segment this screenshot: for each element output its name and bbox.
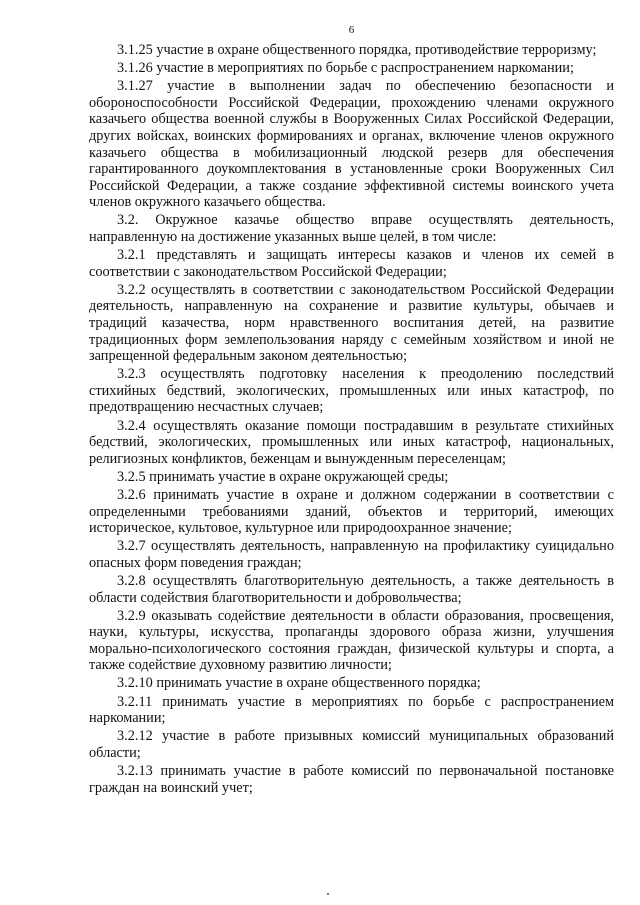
paragraph-3-2-5: 3.2.5 принимать участие в охране окружающей среды; xyxy=(117,468,449,485)
paragraph-3-2-12: 3.2.12 участие в работе призывных комиссий муниципальных образований области; xyxy=(89,728,614,761)
paragraph-3-2-10: 3.2.10 принимать участие в охране общественного порядка; xyxy=(117,675,481,692)
paragraph-3-2-8: 3.2.8 осуществлять благотворительную деятельность, а также деятельность в области содействия благотворительности и добровольчества; xyxy=(89,572,614,606)
paragraph-3-2: 3.2. Окружное казачье общество вправе осуществлять деятельность, направленную на достижение указанных выше целей, в том числе: xyxy=(89,212,614,246)
paragraph-3-2-6: 3.2.6 принимать участие в охране и должном содержании в соответствии с определенными требованиями зданий, объектов и территорий, имеющих историческое, культовое, культурное или природоохранное значение; xyxy=(89,486,614,537)
paragraph-3-2-1: 3.2.1 представлять и защищать интересы казаков и членов их семей в соответствии с законодательством Российской Федерации; xyxy=(89,247,614,280)
paragraph-3-2-11: 3.2.11 принимать участие в мероприятиях по борьбе с распространением наркомании; xyxy=(89,693,614,727)
scan-speck xyxy=(327,893,329,895)
paragraph-3-2-7: 3.2.7 осуществлять деятельность, направленную на профилактику суицидально опасных форм поведения граждан; xyxy=(89,538,614,571)
paragraph-3-2-4: 3.2.4 осуществлять оказание помощи пострадавшим в результате стихийных бедствий, экологических, промышленных или иных катастроф, национальных, религиозных конфликтов, беженцам и вынужденным переселенцам; xyxy=(89,417,614,467)
paragraph-3-2-2: 3.2.2 осуществлять в соответствии с законодательством Российской Федерации деятельность, направленную на сохранение и развитие культуры, обычаев и традиций казачества, норм нравственного воспитания детей, на развитие традиционных форм землепользования наряду с семейным хозяйством и иной не запрещенной федеральным законом деятельностью; xyxy=(89,281,614,365)
paragraph-3-1-25: 3.1.25 участие в охране общественного порядка, противодействие терроризму; xyxy=(117,42,597,58)
paragraph-3-2-3: 3.2.3 осуществлять подготовку населения к преодолению последствий стихийных бедствий, экологических, промышленных или иных катастроф, по предотвращению несчастных случаев; xyxy=(89,366,614,416)
paragraph-3-2-9: 3.2.9 оказывать содействие деятельности в области образования, просвещения, науки, культуры, искусства, пропаганды здорового образа жизни, улучшения морально-психологического состояния граждан, физической культуры и спорта, а также содействие духовному развитию личности; xyxy=(89,607,614,674)
paragraph-3-1-27: 3.1.27 участие в выполнении задач по обеспечению безопасности и обороноспособности Российской Федерации, прохождению членами окружного казачьего общества военной службы в Вооруженных Силах Российской Федерации, других войсках, воинских формированиях и органах, включение членов окружного казачьего общества в мобилизационный людской резерв для обеспечения гарантированного доукомплектования в установленные сроки Вооруженных Сил Российской Федерации, а также создание эффективной системы воинского учета членов окружного казачьего общества. xyxy=(89,78,614,211)
page-number: 6 xyxy=(348,24,355,36)
paragraph-3-2-13: 3.2.13 принимать участие в работе комиссий по первоначальной постановке граждан на воинский учет; xyxy=(89,762,614,796)
paragraph-3-1-26: 3.1.26 участие в мероприятиях по борьбе с распространением наркомании; xyxy=(117,60,574,77)
